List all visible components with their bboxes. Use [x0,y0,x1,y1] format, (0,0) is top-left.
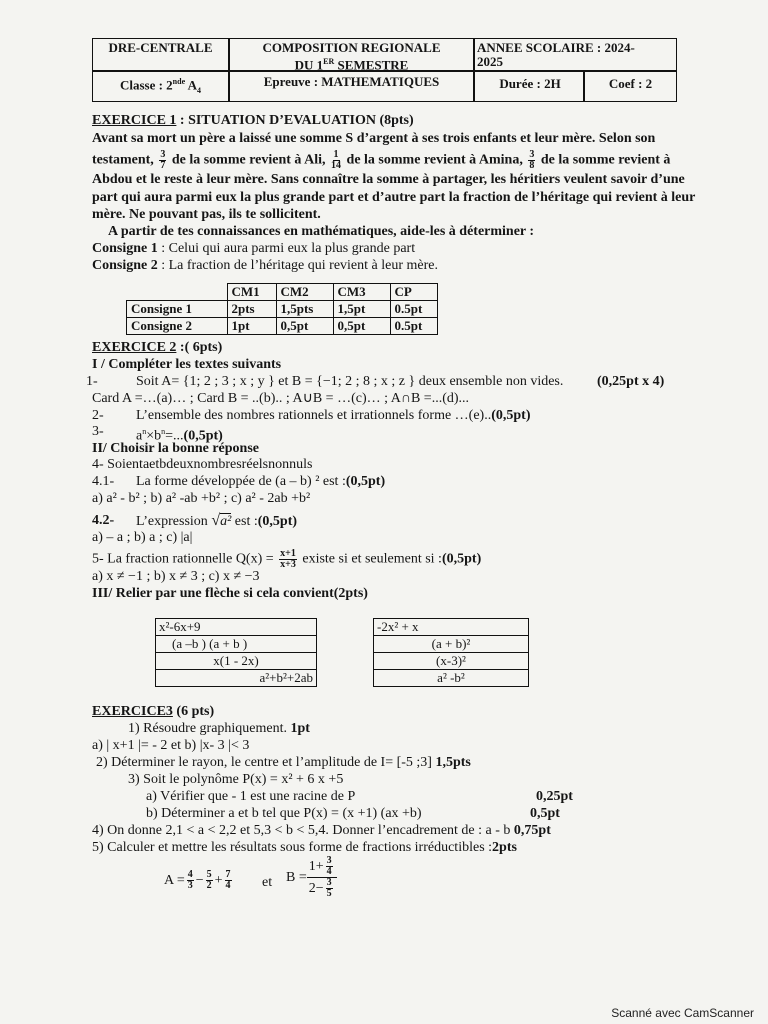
ex3-q3b: b) Déterminer a et b tel que P(x) = (x +1) (ax +b) [146,806,422,821]
ex2-item42-num: 4.2- [92,513,115,528]
fraction-b-denominator: 2− $\frac{3}{5}$ [308,877,332,899]
ex1-title: EXERCICE 1 : SITUATION D’EVALUATION (8pts) [92,113,414,128]
match-left-cell[interactable]: a²+b²+2ab [156,670,317,687]
expression-et: et [262,875,273,890]
grading-cell: Consigne 2 [127,318,228,335]
ex3-q2: 2) Déterminer le rayon, le centre et l’amplitude de I= [-5 ;3] 1,5pts [96,755,471,770]
grading-header-row [127,284,438,301]
fraction-a2: $\frac{5}{2}$ [206,869,212,891]
grading-cell: 2pts [227,301,276,318]
expression-a: A = $\frac{4}{3}$ − $\frac{5}{2}$ + $\frac{7}{4}$ [164,869,231,891]
fraction-3-7: $\frac{3}{7}$ [160,149,166,171]
ex1-line4: part qui aura parmi eux la plus grande part et d’autre part la fraction de l’héritage qui revient à leur [92,190,696,205]
ex3-q3a-points: 0,25pt [536,789,573,804]
ex1-line3: Abdou et le reste à leur mère. Sans connaître la somme à partager, les héritiers veulent savoir d’une [92,172,685,187]
ex2-item1-num: 1- [86,374,98,389]
match-left-table [155,618,317,687]
grading-cell: 1,5pt [333,301,390,318]
fraction-b-num: $\frac{3}{4}$ [326,855,332,877]
header-year-end: 2025 [477,54,503,69]
header-table [92,38,677,102]
ex3-q1-items: a) | x+1 |= - 2 et b) |x- 3 |< 3 [92,738,250,753]
expression-b: B = 1+ $\frac{3}{4}$ 2− $\frac{3}{5}$ [286,856,337,899]
ex2-item42-choices: a) – a ; b) a ; c) |a| [92,530,193,545]
ex2-item3-num: 3- [92,424,104,439]
fraction-b-den: $\frac{3}{5}$ [326,877,332,899]
ex2-section3: III/ Relier par une flèche si cela convient(2pts) [92,586,368,601]
fraction-b-numerator: 1+ $\frac{3}{4}$ [307,856,337,878]
ex2-item2: L’ensemble des nombres rationnels et irrationnels forme …(e)..(0,5pt) [136,408,531,423]
header-epreuve: Epreuve : MATHEMATIQUES [263,74,440,89]
grading-header-empty [127,284,228,301]
match-right-table [373,618,529,687]
ex2-item2-num: 2- [92,408,104,423]
ex2-item1-points: (0,25pt x 4) [597,374,665,389]
ex1-line1: Avant sa mort un père a laissé une somme S d’argent à ses trois enfants et leur mère. Selon son [92,131,656,146]
ex1-line5: mère. Ne pouvant pas, ils te sollicitent. [92,207,321,222]
ex3-q1: 1) Résoudre graphiquement. 1pt [128,721,310,736]
fraction-3-8: $\frac{3}{8}$ [529,149,535,171]
fraction-q: $\frac{x+1}{x+3}$ [280,548,296,570]
header-coef: Coef : 2 [608,76,653,91]
fraction-a1: $\frac{4}{3}$ [187,869,193,891]
ex3-q4: 4) On donne 2,1 < a < 2,2 et 5,3 < b < 5,4. Donner l’encadrement de : a - b 0,75pt [92,823,551,838]
fraction-b [307,856,337,899]
ex3-q5: 5) Calculer et mettre les résultats sous forme de fractions irréductibles :2pts [92,840,517,855]
header-semester: DU 1ER SEMESTRE [294,57,409,73]
ex2-item42: L’expression √a² est :(0,5pt) [136,512,298,529]
ex1-line2: testament, $\frac{3}{7}$ de la somme revient à Ali, $\frac{1}{14}$ de la somme revient à Amina, $\frac{3}{8}$ de la somme revient à [92,149,671,171]
match-right-cell[interactable]: (x-3)² [374,653,529,670]
ex2-item4: 4- Soientaetbdeuxnombresréelsnonnuls [92,457,313,472]
match-right-cell[interactable]: a² -b² [374,670,529,687]
ex3-q3b-points: 0,5pt [530,806,560,821]
ex2-item5: 5- La fraction rationnelle Q(x) = $\frac{x+1}{x+3}$ existe si et seulement si :(0,5pt) [92,548,482,570]
ex1-consigne2: Consigne 2 : La fraction de l’héritage qui revient à leur mère. [92,258,438,273]
grading-header-cm1: CM1 [227,284,276,301]
grading-row [127,301,438,318]
match-left-cell[interactable]: x²-6x+9 [156,619,317,636]
grading-header-cm3: CM3 [333,284,390,301]
grading-header-cp: CP [390,284,437,301]
scanner-footer: Scanné avec CamScanner [611,1006,754,1020]
header-year: ANNEE SCOLAIRE : 2024- [477,40,635,55]
header-duree: Durée : 2H [499,76,561,91]
header-dre: DRE-CENTRALE [108,40,213,55]
match-right-cell[interactable]: -2x² + x [374,619,529,636]
ex2-item1: Soit A= {1; 2 ; 3 ; x ; y } et B = {−1; 2 ; 8 ; x ; z } deux ensemble non vides. [136,374,564,389]
ex2-item41-choices: a) a² - b² ; b) a² -ab +b² ; c) a² - 2ab +b² [92,491,311,506]
ex2-section1: I / Compléter les textes suivants [92,357,282,372]
ex1-consigne1: Consigne 1 : Celui qui aura parmi eux la plus grande part [92,241,416,256]
ex3-q3a: a) Vérifier que - 1 est une racine de P [146,789,356,804]
fraction-a3: $\frac{7}{4}$ [225,869,231,891]
grading-cell: 0,5pt [333,318,390,335]
grading-row [127,318,438,335]
ex2-item41: La forme développée de (a – b) ² est :(0,5pt) [136,474,386,489]
grading-cell: 0.5pt [390,318,437,335]
ex3-title: EXERCICE3 (6 pts) [92,704,215,719]
ex2-item3: $a^n\times b^n=...(0,5pt)$ [136,427,223,444]
grading-cell: 0.5pt [390,301,437,318]
ex2-section2: II/ Choisir la bonne réponse [92,441,259,456]
header-composition: COMPOSITION REGIONALE [262,40,441,55]
ex2-item5-choices: a) x ≠ −1 ; b) x ≠ 3 ; c) x ≠ −3 [92,569,260,584]
ex2-item41-num: 4.1- [92,474,115,489]
match-left-cell[interactable]: x(1 - 2x) [156,653,317,670]
ex1-line6: A partir de tes connaissances en mathématiques, aide-les à déterminer : [108,224,535,239]
ex3-q3: 3) Soit le polynôme P(x) = x² + 6 x +5 [128,772,344,787]
grading-cell: Consigne 1 [127,301,228,318]
match-right-cell[interactable]: (a + b)² [374,636,529,653]
grading-cell: 1pt [227,318,276,335]
ex2-title: EXERCICE 2 :( 6pts) [92,340,223,355]
grading-cell: 1,5pts [276,301,333,318]
ex2-item1-blanks: Card A =…(a)… ; Card B = ..(b).. ; A∪B = …(c)… ; A∩B =...(d)... [92,391,470,406]
header-classe: Classe : 2nde $A_4$ [119,77,202,95]
grading-header-cm2: CM2 [276,284,333,301]
match-left-cell[interactable]: (a –b ) (a + b ) [156,636,317,653]
grading-cell: 0,5pt [276,318,333,335]
fraction-1-14: $\frac{1}{14}$ [331,149,342,171]
grading-table [126,283,438,335]
